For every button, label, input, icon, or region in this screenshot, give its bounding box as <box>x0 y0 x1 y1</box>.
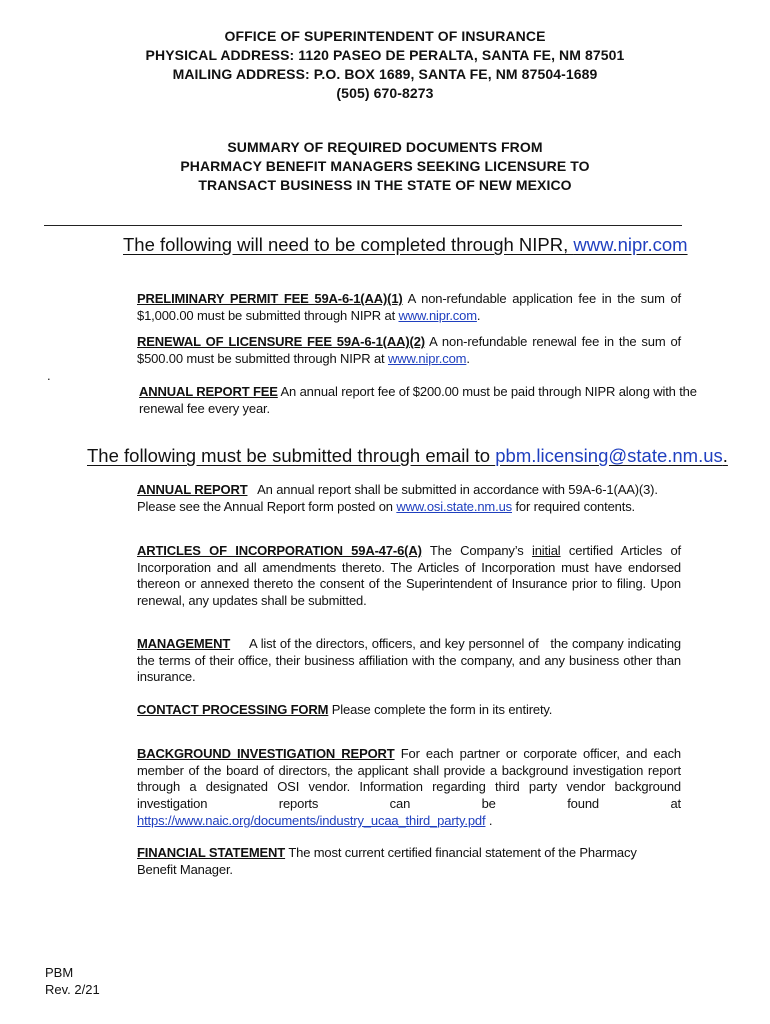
document-title-line2: PHARMACY BENEFIT MANAGERS SEEKING LICENSURE TO <box>180 158 590 174</box>
osi-link[interactable]: www.osi.state.nm.us <box>396 498 512 514</box>
email-heading-link[interactable]: pbm.licensing@state.nm.us <box>495 445 723 466</box>
email-heading-text: The following must be submitted through email to <box>87 445 496 466</box>
naic-link[interactable]: https://www.naic.org/documents/industry_ucaa_third_party.pdf <box>137 813 486 828</box>
divider-rule <box>44 225 682 226</box>
annual-report-item <box>137 482 681 515</box>
document-title-line3: TRANSACT BUSINESS IN THE STATE OF NEW MEXICO <box>198 177 572 193</box>
nipr-link[interactable]: www.nipr.com <box>398 307 477 323</box>
management-item <box>137 636 685 686</box>
item-label: MANAGEMENT <box>137 636 231 651</box>
item-label: BACKGROUND INVESTIGATION REPORT <box>137 746 395 761</box>
item-text: A non-refundable renewal fee in the sum of $500.00 must be submitted through NIPR at <box>137 334 682 366</box>
item-text: The most current certified financial statement of the Pharmacy Benefit Manager. <box>137 845 637 877</box>
item-tail: . <box>476 307 481 323</box>
preliminary-permit-fee-item <box>137 291 681 324</box>
item-label: PRELIMINARY PERMIT FEE 59A-6-1(AA)(1) <box>137 291 403 306</box>
mailing-address: MAILING ADDRESS: P.O. BOX 1689, SANTA FE, NM 87504-1689 <box>172 66 598 82</box>
footer-form-code: PBM <box>45 965 74 980</box>
item-text-continued: certified Articles of Incorporation and all amendments thereto. The Articles of Incorporation must have endorsed thereon or annexed thereto the consent of the Superintendent of Insurance prior to filing. Upon renewal, any updates shall be submitted. <box>137 543 681 609</box>
annual-report-fee-item <box>139 384 729 417</box>
item-label: ARTICLES OF INCORPORATION 59A-47-6(A) <box>137 543 422 558</box>
background-investigation-item <box>137 746 681 813</box>
item-label: FINANCIAL STATEMENT <box>137 845 286 860</box>
background-investigation-link-line <box>137 813 681 830</box>
item-label: RENEWAL OF LICENSURE FEE 59A-6-1(AA)(2) <box>137 334 425 349</box>
nipr-heading-link[interactable]: www.nipr.com <box>573 234 688 255</box>
renewal-fee-item <box>137 334 681 367</box>
document-title-line1: SUMMARY OF REQUIRED DOCUMENTS FROM <box>227 139 543 155</box>
office-name: OFFICE OF SUPERINTENDENT OF INSURANCE <box>224 28 546 44</box>
contact-processing-form-item <box>137 702 681 719</box>
item-tail: . <box>466 350 470 366</box>
item-text: A non-refundable application fee in the sum of $1,000.00 must be submitted through NIPR at <box>137 291 682 323</box>
item-text: An annual report fee of $200.00 must be paid through NIPR along with the renewal fee every year. <box>139 384 697 416</box>
item-tail: for required contents. <box>512 498 636 514</box>
item-text: The Company’s <box>421 543 532 558</box>
stray-period: . <box>47 368 51 383</box>
nipr-link[interactable]: www.nipr.com <box>387 350 467 366</box>
underlined-initial: initial <box>531 543 561 558</box>
phone-number: (505) 670-8273 <box>336 85 434 101</box>
email-section-heading <box>87 445 728 467</box>
item-tail: . <box>485 813 493 828</box>
footer-revision: Rev. 2/21 <box>45 982 100 997</box>
item-text: A list of the directors, officers, and key personnel of the company indicating the terms of their office, their business affiliation with the company, and any business other than insurance. <box>137 636 685 685</box>
articles-of-incorporation-item <box>137 543 681 610</box>
item-text: An annual report shall be submitted in accordance with 59A-6-1(AA)(3). Please see the Annual Report form posted on <box>137 482 662 514</box>
item-label: CONTACT PROCESSING FORM <box>137 702 329 717</box>
nipr-heading-text: The following will need to be completed through NIPR, <box>123 234 574 255</box>
item-text: For each partner or corporate officer, and each member of the board of directors, the applicant shall provide a background investigation report through a designated OSI vendor. Information regarding third party vendor background investigation reports can be found at <box>137 746 682 812</box>
item-label: ANNUAL REPORT FEE <box>139 384 278 399</box>
item-label: ANNUAL REPORT <box>137 482 248 497</box>
financial-statement-item <box>137 845 637 878</box>
email-heading-tail: . <box>722 445 728 466</box>
nipr-section-heading <box>123 234 688 256</box>
physical-address: PHYSICAL ADDRESS: 1120 PASEO DE PERALTA, SANTA FE, NM 87501 <box>145 47 625 63</box>
item-text: Please complete the form in its entirety. <box>328 702 553 717</box>
